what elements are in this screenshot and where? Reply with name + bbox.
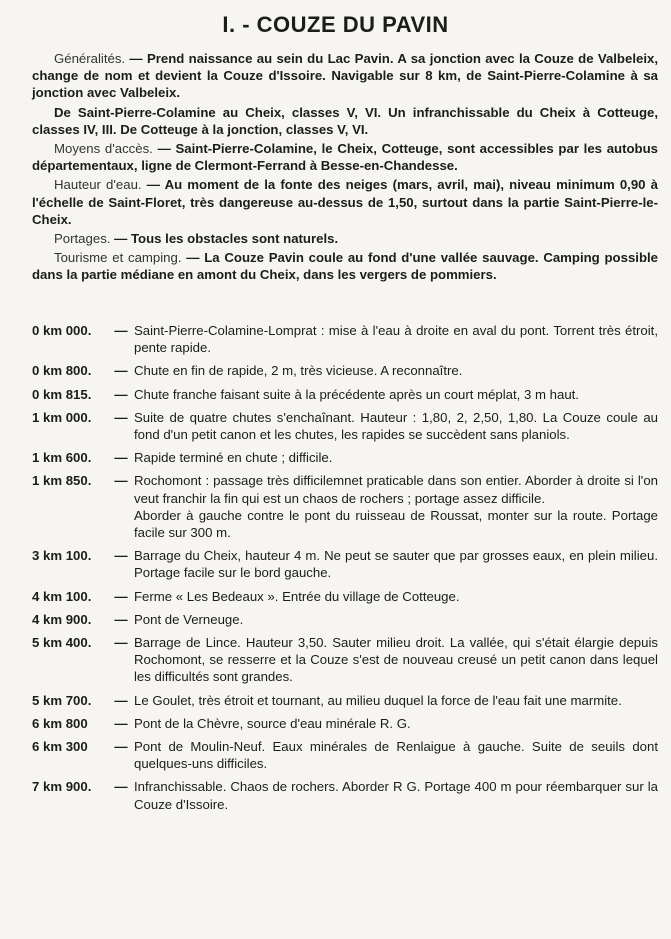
entry-distance: 5 km 400. — [32, 635, 92, 651]
itinerary-entry — [32, 386, 658, 403]
intro-paragraph — [32, 230, 658, 247]
entry-line: Barrage de Lince. Hauteur 3,50. Sauter milieu droit. La vallée, qui s'était élargie depuis Rochomont, se resserre et la Couze s'est de nouveau creusé un petit canon dans lequel les difficultés sont grandes. — [134, 635, 658, 685]
entry-distance: 4 km 100. — [32, 588, 92, 604]
entry-dash: — — [114, 715, 128, 731]
intro-label: Portages. — [54, 231, 111, 247]
itinerary-entry — [32, 715, 658, 732]
entry-distance: 3 km 100. — [32, 548, 92, 564]
page-title: I. - COUZE DU PAVIN — [222, 12, 449, 37]
entry-distance: 1 km 850. — [32, 473, 92, 489]
intro-label: Généralités. — [54, 51, 126, 66]
entry-description — [134, 715, 658, 732]
entry-dash: — — [114, 692, 128, 708]
entry-description — [134, 472, 658, 541]
entry-description — [134, 362, 658, 379]
entry-line: Infranchissable. Chaos de rochers. Aborder R G. Portage 400 m pour réembarquer sur la Couze d'Issoire. — [134, 779, 658, 812]
entry-distance: 6 km 800 — [32, 715, 88, 731]
itinerary-entry — [32, 588, 658, 605]
intro-paragraph — [32, 104, 658, 138]
entry-distance: 6 km 300 — [32, 739, 88, 755]
entry-line: Rochomont : passage très difficilemnet praticable dans son entier. Aborder à droite si l'on veut franchir la fin qui est un chaos de rochers ; portage assez difficile. — [134, 473, 658, 506]
entry-dash: — — [114, 548, 128, 564]
entry-description — [134, 386, 658, 403]
entry-distance: 4 km 900. — [32, 611, 92, 627]
intro-text: — Au moment de la fonte des neiges (mars, avril, mai), niveau minimum 0,90 à l'échelle de Saint-Floret, très dangereuse au-dessus de 1,50, surtout dans la partie Saint-Pierre-le-Cheix. — [32, 177, 658, 227]
entry-distance: 0 km 815. — [32, 386, 92, 402]
entry-dash: — — [114, 363, 128, 379]
intro-text: — La Couze Pavin coule au fond d'une vallée sauvage. Camping possible dans la partie médiane en amont du Cheix, dans les vergers de pommiers. — [32, 250, 658, 283]
entry-description — [134, 322, 658, 356]
entry-description — [134, 409, 658, 443]
entry-dash: — — [114, 611, 128, 627]
intro-section — [32, 50, 658, 286]
intro-label: Moyens d'accès. — [54, 141, 153, 157]
intro-paragraph — [32, 249, 658, 283]
entry-dash: — — [114, 779, 128, 795]
intro-paragraph — [32, 140, 658, 174]
itinerary-entry — [32, 611, 658, 628]
itinerary-entry — [32, 322, 658, 356]
intro-text: — Saint-Pierre-Colamine, le Cheix, Cotteuge, sont accessibles par les autobus départementaux, ligne de Clermont-Ferrand à Besse-en-Chandesse. — [32, 141, 658, 174]
intro-label: Hauteur d'eau. — [54, 177, 142, 193]
entry-dash: — — [114, 386, 128, 402]
entry-description — [134, 611, 658, 628]
itinerary-entry — [32, 778, 658, 812]
intro-text: De Saint-Pierre-Colamine au Cheix, classes V, VI. Un infranchissable du Cheix à Cotteuge, classes IV, III. De Cotteuge à la jonction, classes V, VI. — [32, 104, 658, 137]
entry-line: Aborder à gauche contre le pont du ruisseau de Roussat, monter sur la route. Portage facile sur 300 m. — [134, 507, 658, 541]
intro-text: — Prend naissance au sein du Lac Pavin. A sa jonction avec la Couze de Valbeleix, change de nom et devient la Couze d'Issoire. Navigable sur 8 km, de Saint-Pierre-Colamine à sa jonction avec Valbeleix. — [32, 51, 658, 101]
itinerary-entry — [32, 738, 658, 772]
entry-dash: — — [114, 409, 128, 425]
entry-line: Chute en fin de rapide, 2 m, très vicieuse. A reconnaître. — [134, 363, 463, 379]
entry-description — [134, 778, 658, 812]
intro-label: Tourisme et camping. — [54, 250, 182, 266]
entry-dash: — — [114, 739, 128, 755]
entry-line: Ferme « Les Bedeaux ». Entrée du village de Cotteuge. — [134, 588, 460, 604]
entry-distance: 0 km 000. — [32, 323, 92, 338]
entry-description — [134, 738, 658, 772]
itinerary-entry — [32, 472, 658, 541]
itinerary-list — [32, 322, 658, 819]
entry-distance: 1 km 600. — [32, 450, 92, 466]
intro-text: — Tous les obstacles sont naturels. — [110, 231, 339, 247]
entry-distance: 1 km 000. — [32, 409, 92, 425]
entry-distance: 0 km 800. — [32, 363, 92, 379]
entry-dash: — — [114, 473, 128, 489]
entry-line: Saint-Pierre-Colamine-Lomprat : mise à l'eau à droite en aval du pont. Torrent très étroit, pente rapide. — [134, 323, 658, 356]
entry-dash: — — [114, 588, 128, 604]
entry-dash: — — [114, 635, 128, 651]
intro-paragraph — [32, 176, 658, 228]
entry-line: Le Goulet, très étroit et tournant, au milieu duquel la force de l'eau fait une marmite. — [134, 692, 622, 708]
entry-line: Pont de Moulin-Neuf. Eaux minérales de Renlaigue à gauche. Suite de seuils dont quelques-uns difficiles. — [134, 739, 658, 772]
entry-description — [134, 547, 658, 581]
entry-dash: — — [114, 323, 128, 338]
entry-line: Pont de Verneuge. — [134, 611, 244, 627]
entry-line: Rapide terminé en chute ; difficile. — [134, 450, 333, 466]
intro-paragraph — [32, 50, 658, 102]
itinerary-entry — [32, 409, 658, 443]
itinerary-entry — [32, 634, 658, 686]
entry-line: Barrage du Cheix, hauteur 4 m. Ne peut se sauter que par grosses eaux, en plein milieu. Portage facile sur le bord gauche. — [134, 548, 658, 581]
itinerary-entry — [32, 692, 658, 709]
itinerary-entry — [32, 449, 658, 466]
entry-line: Pont de la Chèvre, source d'eau minérale R. G. — [134, 715, 411, 731]
entry-description — [134, 634, 658, 686]
entry-line: Suite de quatre chutes s'enchaînant. Hauteur : 1,80, 2, 2,50, 1,80. La Couze coule au fond d'un petit canon et les chutes, les rapides se succèdent sans planiols. — [134, 409, 658, 443]
entry-description — [134, 449, 658, 466]
entry-distance: 5 km 700. — [32, 692, 92, 708]
entry-description — [134, 588, 658, 605]
itinerary-entry — [32, 362, 658, 379]
entry-line: Chute franche faisant suite à la précédente après un court méplat, 3 m haut. — [134, 386, 579, 402]
entry-distance: 7 km 900. — [32, 779, 92, 795]
entry-description — [134, 692, 658, 709]
entry-dash: — — [114, 450, 128, 466]
itinerary-entry — [32, 547, 658, 581]
